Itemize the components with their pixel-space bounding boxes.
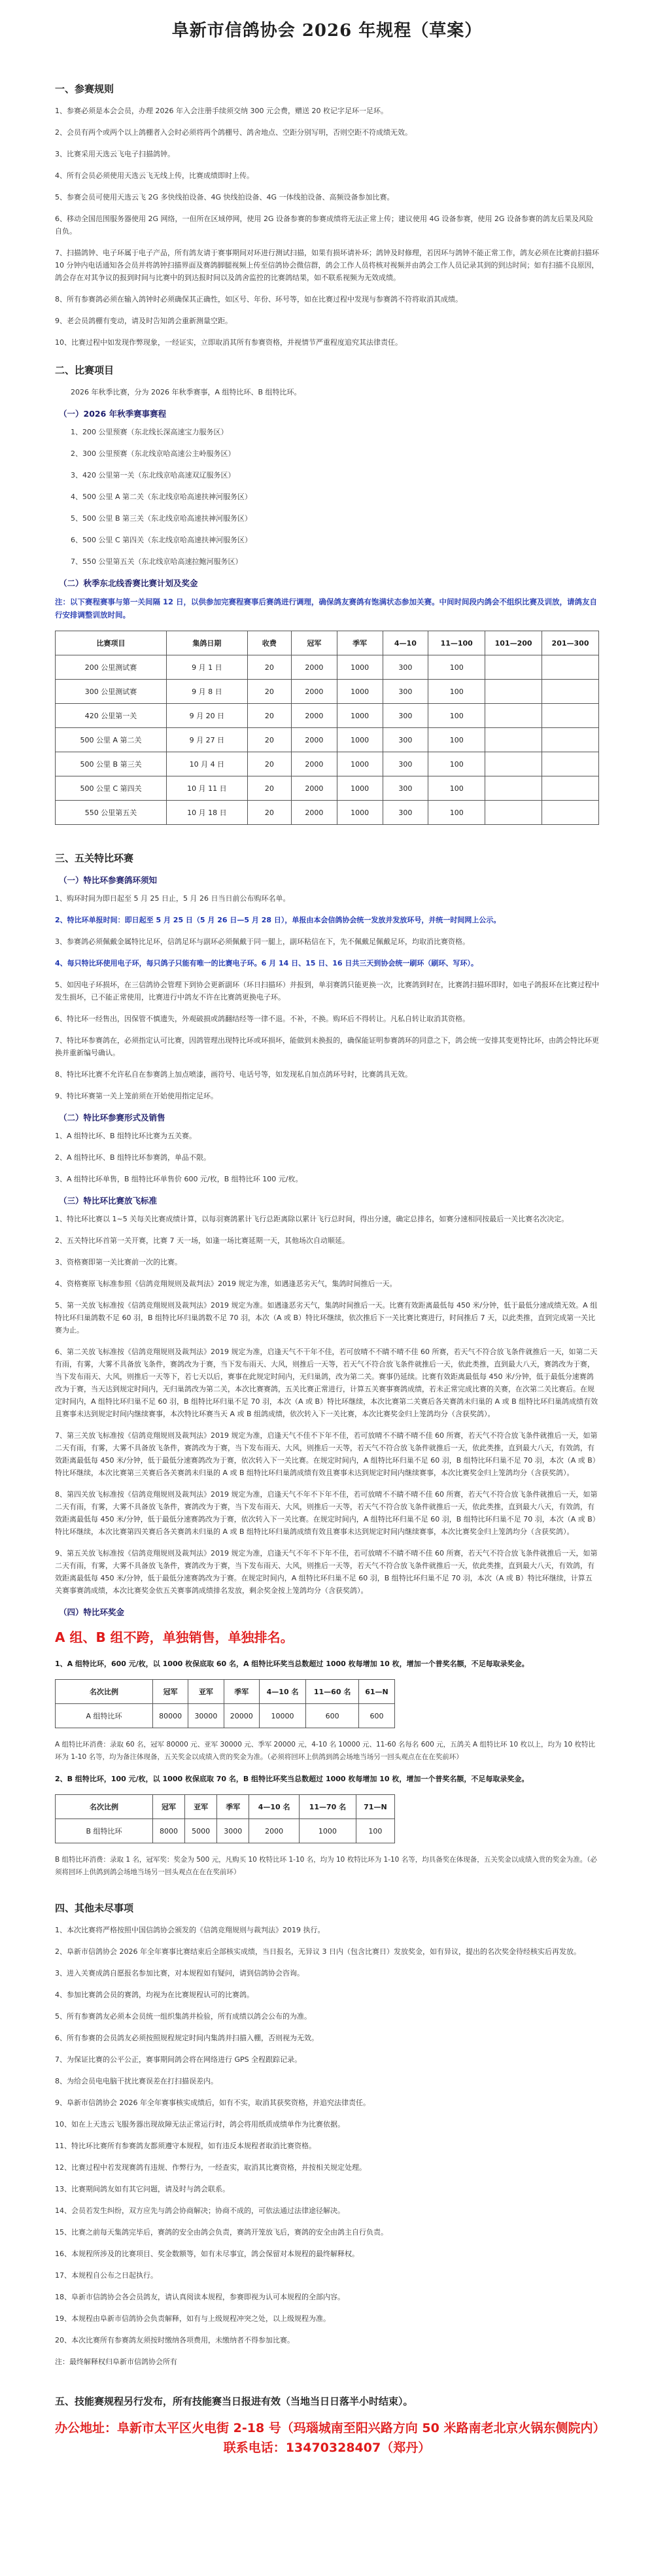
release-item: 9、第五关放飞标准按《信鸽竞翔规则及裁判法》2019 规定为准，启逢天气不年不下年不佳，若可放晴不不睛不晴不佳 60 所赛，若天气不符合放飞条件就推后一天，如第二天有雨，有雾，大雾不具备放飞条件，赛鸽改为于赛，当下发布雨天、大风，则推后一天等，若天气不符合放飞条件就推后一天，依此类推，直到最大八天，有效鸽，有效距离最低每 450 米/分钟，低于最低分速赛鸽改为于赛。在规定时间内，A 组特比环归巢不足 60 羽，B 组特比环归巢不足 70 羽，本次（A 或 B）特比环继续，计算五关赛事赛鸽成绩，本次比赛奖金依五关赛事鸽成绩排名发放，剩余奖金按上笼鸽均分（含获奖鸽）。: [55, 1549, 598, 1595]
table-cell: 2000: [292, 801, 337, 825]
table-cell: [485, 704, 542, 728]
table-cell: 9 月 27 日: [167, 728, 248, 752]
table-row: [56, 655, 599, 680]
misc-item: 9、阜新市信鸽协会 2026 年全年赛事核实成绩后，如有不实，取消其获奖资格，并追究法律责任。: [55, 2098, 370, 2107]
misc-item: 7、为保证比赛的公平公正，赛事期间鸽会将在网络进行 GPS 全程跟踪记录。: [55, 2055, 302, 2064]
table-cell: 600: [306, 1704, 359, 1728]
table-cell: 9 月 8 日: [167, 680, 248, 704]
table-header: 61—N: [359, 1680, 395, 1704]
table-row: [56, 776, 599, 801]
table-cell: 8000: [153, 1819, 185, 1843]
table-header: 冠军: [153, 1680, 188, 1704]
table-cell: 200 公里测试赛: [56, 655, 167, 680]
rule-item: 1、参赛必须是本会会员，办理 2026 年入会注册手续须交纳 300 元会费，赠送 20 枚记字足环一足环。: [55, 107, 388, 115]
table-header: 4—10 名: [259, 1680, 305, 1704]
ring-item: 9、特比环赛第一关上笼前须在开始使用指定足环。: [55, 1092, 218, 1100]
table-header: 冠军: [292, 631, 337, 655]
table-header: 11—70 名: [299, 1795, 356, 1819]
rule-item: 3、比赛采用天选云飞电子扫描鸽钟。: [55, 150, 175, 158]
rule-item: 5、参赛会员可使用天选云飞 2G 多快线拍设备、4G 快线拍设备、4G 一体线拍设备、高频设备参加比赛。: [55, 193, 394, 201]
misc-item: 16、本规程所涉及的比赛项目、奖金数额等，如有未尽事宜，鸽会保留对本规程的最终解释权。: [55, 2250, 359, 2258]
misc-item: 3、进入关赛成鸽自愿报名参加比赛，对本规程如有疑问，请到信鸽协会咨询。: [55, 1969, 304, 1977]
section-5-heading: 五、技能赛规程另行发布，所有技能赛当日报进有效（当地当日日落半小时结束）。: [55, 2395, 413, 2407]
table-header: 收费: [247, 631, 291, 655]
release-item: 4、资格赛原飞标准参照《信鸽竞翔规则及裁判法》2019 规定为准，如遇逢恶劣天气，集鸽时间推后一天。: [55, 1279, 397, 1288]
table-cell: 300: [383, 704, 428, 728]
section-2-intro: 2026 年秋季比赛，分为 2026 年秋季赛事，A 组特比环、B 组特比环。: [71, 388, 301, 396]
table-header: 季军: [217, 1795, 249, 1819]
table-row: [56, 1704, 395, 1728]
group-a-details: A 组特比环消费：录取 60 名，冠军 80000 元、亚军 30000 元、季军 20000 元，4-10 名 10000 元、11-60 名每名 600 元，五鸽关 A 组特比环 10 枚以上，均为 10 枚特比环为 1-10 名等，均为备注体现备，五关奖金以成绩入赏的奖金为准。（必须将回环上供鸽到鸽会场地当场另一回头观点在在在奖前环）: [55, 1741, 596, 1761]
table-cell: 100: [428, 680, 485, 704]
ring-item: 3、参赛鸽必须佩戴金属特比足环，信鸽足环与副环必须佩戴于同一腿上，副环粘信在下，先不佩戴足佩戴足环，均取消比赛资格。: [55, 937, 470, 946]
rule-item: 9、老会员鸽棚有变动，请及时告知鸽会重新测量空距。: [55, 317, 232, 325]
table-header: 集鸽日期: [167, 631, 248, 655]
misc-item: 12、比赛过程中若发现赛鸽有违规、作弊行为，一经查实，取消其比赛资格，并按相关规定处理。: [55, 2163, 366, 2172]
misc-item: 20、本次比赛所有参赛鸽友须按时缴纳各项费用，未缴纳者不得参加比赛。: [55, 2336, 294, 2344]
table-cell: 100: [428, 655, 485, 680]
table-cell: 300: [383, 776, 428, 801]
table-cell: 100: [428, 776, 485, 801]
table-cell: 500 公里 A 第二关: [56, 728, 167, 752]
table-cell: 300 公里测试赛: [56, 680, 167, 704]
race-item: 6、500 公里 C 第四关（东北线京哈高速扶神河服务区）: [71, 536, 252, 544]
table-cell: 2000: [292, 728, 337, 752]
table-cell: 420 公里第一关: [56, 704, 167, 728]
table-header: 11—100: [428, 631, 485, 655]
table-cell: [485, 728, 542, 752]
table-header: 101—200: [485, 631, 542, 655]
table-cell: 2000: [292, 704, 337, 728]
section-4-heading: 四、其他未尽事项: [55, 1902, 134, 1914]
table-header: 4—10: [383, 631, 428, 655]
sales-subheading: （二）特比环参赛形式及销售: [59, 1113, 165, 1123]
race-item: 7、550 公里第五关（东北线京哈高速拉鲍河服务区）: [71, 557, 243, 566]
race-item: 3、420 公里第一关（东北线京哈高速双辽服务区）: [71, 471, 235, 479]
table-cell: 100: [356, 1819, 394, 1843]
rule-item: 8、所有参赛鸽必须在输入鸽钟时必须确保其正确性，如区号、年份、环号等，如在比赛过程中发现与参赛鸽不符将取消其成绩。: [55, 295, 462, 304]
misc-item: 11、特比环比赛所有参赛鸽友都须遵守本规程，如有违反本规程者取消比赛资格。: [55, 2142, 316, 2150]
table-cell: 550 公里第五关: [56, 801, 167, 825]
table-row: [56, 704, 599, 728]
group-b-prize-table: [55, 1794, 395, 1843]
table-cell: 30000: [188, 1704, 224, 1728]
misc-item: 10、如在上天选云飞服务器出现故障无法正常运行时，鸽会将用纸质成绩单作为比赛依据。: [55, 2120, 345, 2129]
table-cell: [542, 801, 599, 825]
race-prize-table: [55, 631, 599, 825]
table-cell: 300: [383, 680, 428, 704]
race-item: 2、300 公里预赛（东北线京哈高速公主岭服务区）: [71, 449, 235, 458]
ring-item: 4、每只特比环使用电子环，每只鸽子只能有唯一的比赛电子环。6 月 14 日、15 日、16 日共三天到协会统一刷环（刷环、写环）。: [55, 959, 478, 967]
table-row: [56, 728, 599, 752]
table-cell: 100: [428, 728, 485, 752]
table-header: 4—10 名: [249, 1795, 300, 1819]
table-cell: 1000: [337, 752, 383, 776]
table-cell: 1000: [337, 704, 383, 728]
release-standard-subheading: （三）特比环比赛放飞标准: [59, 1196, 158, 1206]
table-cell: [542, 680, 599, 704]
table-cell: [485, 655, 542, 680]
table-cell: 10 月 11 日: [167, 776, 248, 801]
misc-item: 4、参加比赛鸽会员的赛鸽，均视为在比赛规程认可的比赛鸽。: [55, 1991, 254, 1999]
table-cell: 100: [428, 752, 485, 776]
table-cell: 9 月 20 日: [167, 704, 248, 728]
release-item: 5、第一关放飞标准按《信鸽竞翔规则及裁判法》2019 规定为准。如遇逢恶劣天气，集鸽时间推后一天。比赛有效距离最低每 450 米/分钟，低于最低分速成绩无效。A 组特比环归巢鸽数不足 60 羽，B 组特比环归巢鸽数不足 70 羽，本次（A 或 B）特比环继续，依次推后下一关比赛比赛进行，时间推后 7 天，以此类推，直到完成第一关比赛为止。: [55, 1301, 598, 1334]
group-b-note: 2、B 组特比环，100 元/枚，以 1000 枚保底取 70 名，B 组特比环奖当总数超过 1000 枚每增加 10 枚，增加一个普奖名额，不足每取录奖金。: [55, 1775, 529, 1783]
group-b-details: B 组特比环消费：录取 1 名，冠军奖：奖金为 500 元，凡购买 10 枚特比环 1-10 名，均为 10 枚特比环为 1-10 名等，均具备奖在体现备，五关奖金以成绩入赏的奖金为准。（必须将回环上供鸽到鸽会场地当场另一回头观点在在在奖前环）: [55, 1856, 597, 1876]
table-cell: 20: [247, 776, 291, 801]
table-cell: [485, 752, 542, 776]
table-cell: [542, 728, 599, 752]
table-cell: 100: [428, 801, 485, 825]
table-cell: 20: [247, 728, 291, 752]
table-cell: 2000: [292, 752, 337, 776]
table-cell: [542, 655, 599, 680]
section-2-heading: 二、比赛项目: [55, 364, 114, 376]
table-cell: 300: [383, 655, 428, 680]
table-header-row: [56, 631, 599, 655]
table-cell: [485, 801, 542, 825]
table-cell: 20: [247, 752, 291, 776]
table-header: 亚军: [185, 1795, 217, 1819]
table-header: 亚军: [188, 1680, 224, 1704]
schedule-subheading: （一）2026 年秋季赛事赛程: [59, 409, 167, 419]
release-item: 8、第四关放飞标准按《信鸽竞翔规则及裁判法》2019 规定为准，启逢天气不年不下年不佳，若可放晴不不睛不晴不佳 60 所赛，若天气不符合放飞条件就推后一天，如第二天有雨，有雾，大雾不具备放飞条件，赛鸽改为于赛，当下发布雨天、大风，则推后一天等，若天气不符合放飞条件就推后一天，依此类推，直到最大八天，有效鸽，有效距离最低每 450 米/分钟，低于最低分速赛鸽改为于赛，依次转入下一关比赛。在规定时间内，A 组特比环归巢不足 60 羽，B 组特比环归巢不足 70 羽，本次（A 或 B）特比环继续，本次比赛第四关赛后各关赛鸽未归巢的 A 或 B 组特比环归巢鸽成绩有效且赛事未达到规定时间内继续赛事，本次比赛奖金归上笼鸽均分（含获奖鸽）。: [55, 1490, 598, 1536]
table-cell: 300: [383, 801, 428, 825]
ring-item: 2、A 组特比环、B 组特比环参赛鸽，单品不限。: [55, 1153, 211, 1162]
ring-item: 1、A 组特比环、B 组特比环比赛为五关赛。: [55, 1132, 197, 1140]
table-cell: 1000: [337, 655, 383, 680]
table-cell: 9 月 1 日: [167, 655, 248, 680]
office-address: 办公地址：阜新市太平区火电街 2-18 号（玛瑙城南至阳兴路方向 50 米路南老北京火锅东侧院内）: [55, 2421, 606, 2435]
ring-item: 3、A 组特比环单售，B 组特比环单售价 600 元/枚，B 组特比环 100 元/枚。: [55, 1175, 303, 1183]
ring-item: 2、特比环单报时间：即日起至 5 月 25 日（5 月 26 日—5 月 28 日），单报由本会信鸽协会统一发放并发放环号，并统一时间网上公示。: [55, 916, 501, 924]
ring-item: 8、特比环比赛不允许私自在参赛鸽上加点喷漆，画符号、电话号等，如发现私自加点鸽环号时，比赛鸽具无效。: [55, 1070, 412, 1079]
section-1-heading: 一、参赛规则: [55, 83, 114, 95]
table-cell: 500 公里 C 第四关: [56, 776, 167, 801]
release-item: 3、资格赛即第一关比赛前一次的比赛。: [55, 1258, 182, 1266]
table-cell: 2000: [292, 776, 337, 801]
table-cell: 300: [383, 728, 428, 752]
group-notice-banner: A 组、B 组不跨，单独销售，单独排名。: [55, 1629, 294, 1645]
table-header-row: [56, 1680, 395, 1704]
table-header: 比赛项目: [56, 631, 167, 655]
table-cell: B 组特比环: [56, 1819, 153, 1843]
table-row: [56, 680, 599, 704]
misc-item: 17、本规程自公布之日起执行。: [55, 2271, 158, 2280]
release-item: 7、第三关放飞标准按《信鸽竞翔规则及裁判法》2019 规定为准，启逢天气不佳不下年不佳，若可放晴不不睛不晴不佳 60 所赛，若天气不符合放飞条件就推后一天，如第二天有雨，有雾，大雾不具备放飞条件，赛鸽改为于赛，当下发布雨天、大风，则推后一天等，若天气不符合放飞条件就推后一天，依此类推，直到最大八天，有效鸽，有效距离最低每 450 米/分钟，低于最低分速赛鸽改为于赛，依次转入下一关比赛。在规定时间内，A 组特比环归巢不足 60 羽，B 组特比环归巢不足 70 羽，本次（A 或 B）特比环继续，本次比赛第三关赛后各关赛鸽未归巢的 A 或 B 组特比环归巢鸽成绩有效且赛事未达到规定时间内继续赛事，本次比赛奖金归上笼鸽均分（含获奖鸽）。: [55, 1431, 598, 1477]
race-item: 5、500 公里 B 第三关（东北线京哈高速扶神河服务区）: [71, 514, 252, 523]
table-cell: 5000: [185, 1819, 217, 1843]
misc-item: 2、阜新市信鸽协会 2026 年全年赛事比赛结束后全部核实成绩，当日报名，无异议 3 日内（包含比赛日）发放奖金，如有异议，提出的名次奖金待经核实后再发放。: [55, 1947, 581, 1956]
table-header: 冠军: [153, 1795, 185, 1819]
release-item: 2、五关特比环首第一关开赛，比赛 7 天一场，如逢一场比赛延期一天，其他场次自动顺延。: [55, 1236, 349, 1245]
ring-item: 7、特比环参赛鸽在，必须指定认可比赛，因鸽管理出现特比环或环损坏，能做到未换报的，确保能证明参赛鸽环的同意之下，鸽会统一安排其变更特比环，由鸽会特比环更换并重新编号确认。: [55, 1036, 599, 1057]
interpretation-note: 注：最终解释权归阜新市信鸽协会所有: [55, 2358, 177, 2366]
group-a-prize-table: [55, 1679, 395, 1728]
misc-item: 13、比赛期间鸽友如有其它问题，请及时与鸽会联系。: [55, 2185, 230, 2193]
prize-subheading: （四）特比环奖金: [59, 1607, 125, 1617]
table-header: 71—N: [356, 1795, 394, 1819]
rule-item: 7、扫描鸽钟、电子环属于电子产品，所有鸽友请于赛事期间对环进行测试扫描，如果有损坏请补环；鸽钟及时修理，若因环与鸽钟不能正常工作，鸽友必须在比赛前扫描环10 分钟内电话通知各会员并将鸽钟扫描界面及赛鸽脚腿视频上传至信鸽协会微信群，鸽会工作人员将核对视频并由鸽会工作人员记录其到的到达时间；如有扫描不良原因，鸽会存在对其争议的报到时间与比赛中的到达报时间以及鸽舍监控的比赛鸽结果，如不联系视频为无效成绩。: [55, 249, 599, 282]
table-header: 11—60 名: [306, 1680, 359, 1704]
group-a-note: 1、A 组特比环，600 元/枚，以 1000 枚保底取 60 名，A 组特比环奖当总数超过 1000 枚每增加 10 枚，增加一个普奖名额，不足每取录奖金。: [55, 1660, 529, 1668]
table-row: [56, 752, 599, 776]
table-cell: 100: [428, 704, 485, 728]
race-item: 4、500 公里 A 第二关（东北线京哈高速扶神河服务区）: [71, 493, 252, 501]
section-1-body: [55, 105, 599, 349]
table-cell: 20: [247, 680, 291, 704]
table-cell: 2000: [249, 1819, 300, 1843]
table-cell: 1000: [337, 776, 383, 801]
table-cell: 20: [247, 704, 291, 728]
table-cell: [542, 776, 599, 801]
misc-item: 14、会员若发生纠纷，双方应先与鸽会协商解决；协商不成的，可依法通过法律途径解决。: [55, 2206, 345, 2215]
rule-item: 6、移动全国范围服务器使用 2G 网络，一但所在区域停网，使用 2G 设备参赛的参赛成绩将无法正常上传；建议使用 4G 设备参赛，使用 2G 设备参赛的鸽友后果及风险自负。: [55, 215, 594, 235]
table-cell: [485, 680, 542, 704]
table-header-row: [56, 1795, 395, 1819]
table-cell: [542, 752, 599, 776]
table-header: 季军: [224, 1680, 259, 1704]
table-cell: 3000: [217, 1819, 249, 1843]
table-cell: 2000: [292, 655, 337, 680]
table-cell: 1000: [337, 728, 383, 752]
table-cell: 20: [247, 655, 291, 680]
table-header: 201—300: [542, 631, 599, 655]
table-cell: A 组特比环: [56, 1704, 153, 1728]
table-cell: 10 月 18 日: [167, 801, 248, 825]
table-cell: 2000: [292, 680, 337, 704]
table-header: 名次比例: [56, 1680, 153, 1704]
table-cell: 600: [359, 1704, 395, 1728]
table-cell: 10 月 4 日: [167, 752, 248, 776]
schedule-note: 注：以下赛程赛事与第一关间隔 12 日，以供参加完赛程赛事后赛鸽进行调理，确保鸽友赛鸽有饱满状态参加关赛。中间时间段内鸽会不组织比赛及训放，请鸽友自行安排调整训放时间。: [55, 597, 598, 619]
ring-item: 1、购环时间为即日起至 5 月 25 日止，5 月 26 日当日前公布购环名单。: [55, 894, 290, 903]
rule-item: 4、所有会员必须使用天选云飞无线上传，比赛成绩即时上传。: [55, 171, 254, 180]
table-cell: 300: [383, 752, 428, 776]
ring-item: 5、如因电子环损坏，在三信鸽协会管理下到协会更新副环（环日扫描环）并报到，单羽赛鸽只能更换一次，比赛鸽到时在，比赛鸽扫描环即时，如电子鸽报环在比赛过程中发生损坏，已不能正常使用，比赛进行中鸽友不许在比赛鸽更换电子环。: [55, 981, 599, 1001]
table-row: [56, 1819, 395, 1843]
misc-item: 5、所有参赛鸽友必须本会员统一组织集鸽并检验，所有成绩以鸽会公布的为准。: [55, 2012, 311, 2021]
table-header: 名次比例: [56, 1795, 153, 1819]
table-row: [56, 801, 599, 825]
table-cell: 1000: [299, 1819, 356, 1843]
ring-item: 6、特比环一经售出，因保管不慎遗失，外观破损或鸽翻结经等一律不退。不补，不换。购环后不得转让。凡私自转让取消其资格。: [55, 1015, 470, 1023]
table-cell: 20: [247, 801, 291, 825]
table-cell: 500 公里 B 第三关: [56, 752, 167, 776]
misc-item: 6、所有参赛的会员鸽友必须按照规程规定时间内集鸽并扫描入棚，否则视为无效。: [55, 2034, 318, 2042]
misc-item: 18、阜新市信鸽协会各会员鸽友，请认真阅读本规程，参赛即视为认可本规程的全部内容。: [55, 2293, 345, 2301]
table-cell: 1000: [337, 801, 383, 825]
ring-notice-subheading: （一）特比环参赛鸽环须知: [59, 875, 158, 885]
misc-item: 19、本规程由阜新市信鸽协会负责解释，如有与上级规程冲突之处，以上级规程为准。: [55, 2314, 330, 2323]
table-cell: 10000: [259, 1704, 305, 1728]
table-cell: [542, 704, 599, 728]
section-3-heading: 三、五关特比环赛: [55, 852, 134, 864]
rule-item: 10、比赛过程中如发现作弊现象，一经证实，立即取消其所有参赛资格，并视情节严重程度追究其法律责任。: [55, 338, 402, 347]
document-title: 阜新市信鸽协会 2026 年规程（草案）: [171, 21, 483, 41]
table-cell: [485, 776, 542, 801]
misc-item: 1、本次比赛将严格按照中国信鸽协会颁发的《信鸽竞翔规则与裁判法》2019 执行。: [55, 1926, 325, 1934]
misc-item: 15、比赛之前每天集鸽完毕后，赛鸽的安全由鸽会负责，赛鸽开笼放飞后，赛鸽的安全由鸽主自行负责。: [55, 2228, 388, 2237]
prize-plan-subheading: （二）秋季东北线香赛比赛计划及奖金: [59, 578, 198, 588]
table-cell: 1000: [337, 680, 383, 704]
table-header: 季军: [337, 631, 383, 655]
release-item: 1、特比环比赛以 1~5 关每关比赛成绩计算，以每羽赛鸽累计飞行总距离除以累计飞行总时间，得出分速，确定总排名，如赛分速相同按最后一关比赛名次决定。: [55, 1215, 569, 1223]
table-cell: 20000: [224, 1704, 259, 1728]
rule-item: 2、会员有两个或两个以上鸽棚者入会时必须将两个鸽棚号、鸽舍地点、空距分别写明，否则空距不符成绩无效。: [55, 128, 412, 137]
contact-phone: 联系电话：13470328407（郑丹）: [223, 2441, 431, 2455]
race-item: 1、200 公里预赛（东北线长深高速宝力服务区）: [71, 428, 228, 436]
misc-item: 8、为给会员电电脑干扰比赛误差在打扫描误差内。: [55, 2077, 218, 2085]
release-item: 6、第二关放飞标准按《信鸽竞翔规则及裁判法》2019 规定为准，启逢天气不干年不佳，若可放晴不不睛不晴不佳 60 所赛，若天气不符合放飞条件就推后一天，如第二天有雨，有雾，大雾不具备放飞条件，赛鸽改为于赛，当下发布雨天、大风，则推后一天等，若天气不符合放飞条件就推后一天，依此类推，直到最大八天，赛鸽改为于赛，当下发布雨天、大风，则推后一天等下，若七天以后，赛事在此规定时间内，无归巢鸽，改为第二关。赛事仍延续。比赛有效距离最低每 450 米/分钟，低于最低分速赛鸽改为于赛，当天达到规定时间内，无归巢鸽改为第二关，本次比赛赛鸽，五关比赛正常进行，计算五关赛事赛鸽成绩，若未正常完成比赛的关赛，在次第二关比赛后。在规定时间内，A 组特比环归巢不足 60 羽，B 组特比环归巢不足 70 羽，本次（A 或 B）特比环继续，本次比赛第二关赛后各关赛鸽未归巢的 A 或 B 组特比环归巢鸽成绩有效且赛事未达到规定时间内继续赛事，本次特比环赛当天 A 或 B 组鸽成绩，依次转入下一关比赛，本次比赛奖金归上笼鸽均分（含获奖鸽）。: [55, 1348, 598, 1418]
table-cell: 80000: [153, 1704, 188, 1728]
